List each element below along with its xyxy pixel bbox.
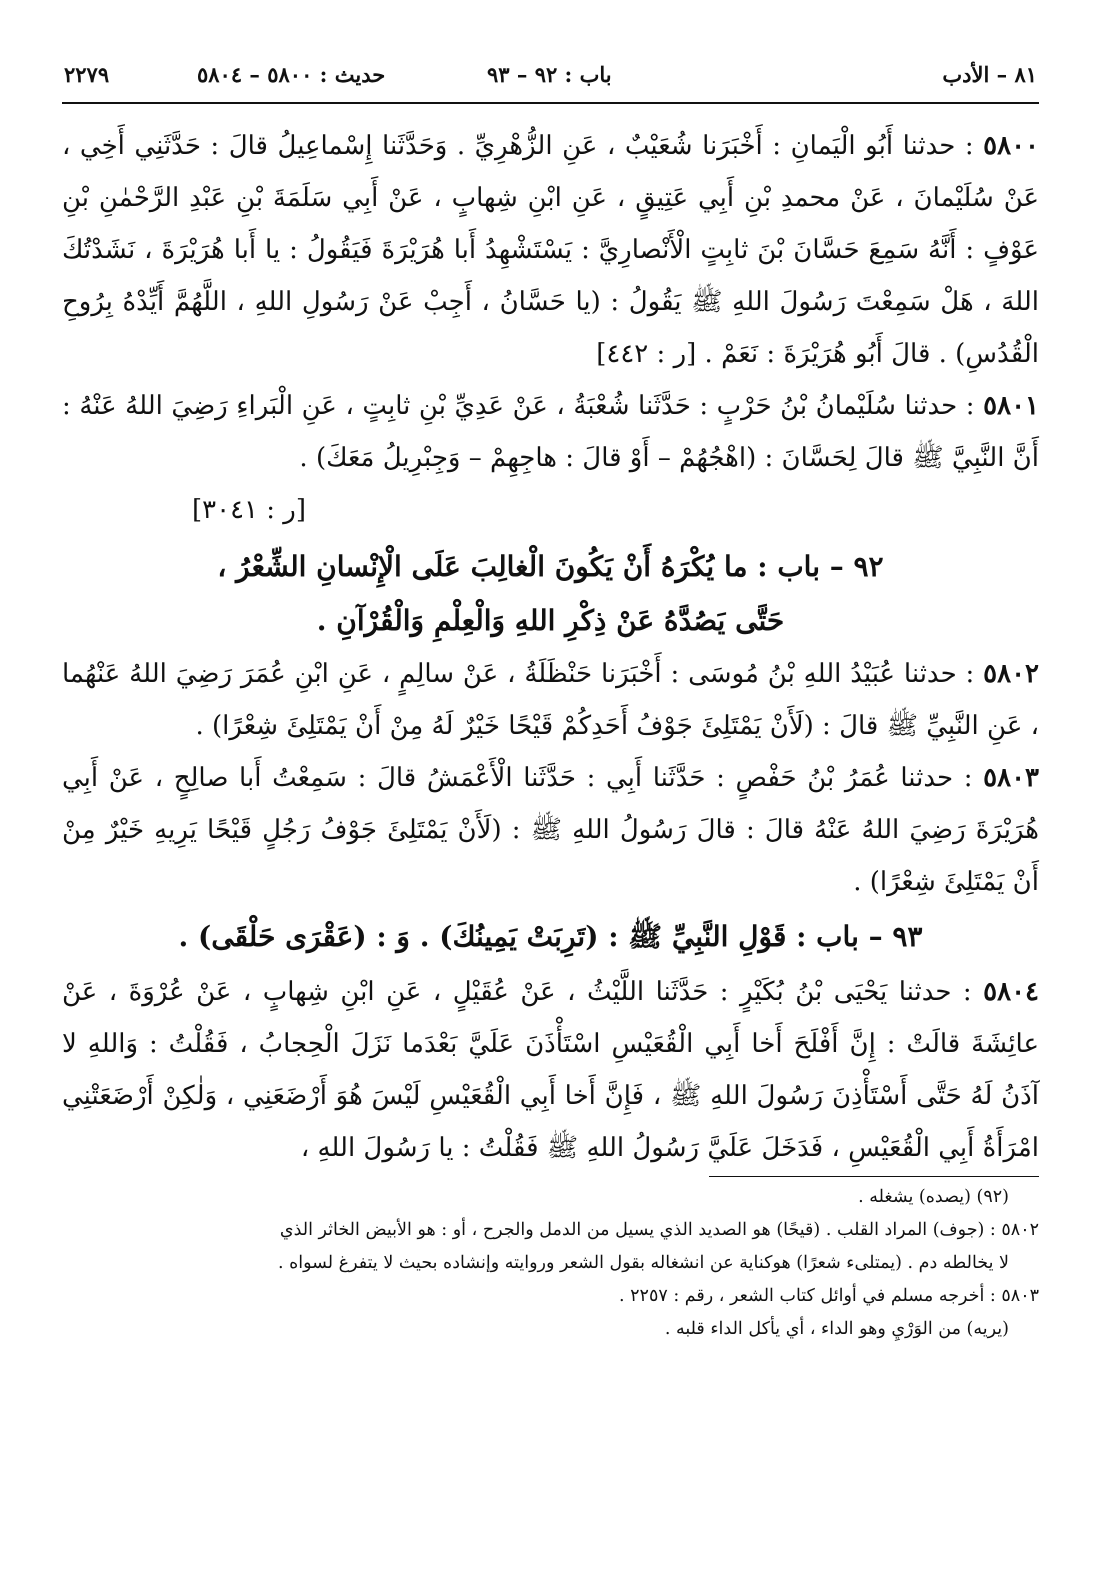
- hadith-text: : حدثنا أَبُو الْيَمانِ : أَخْبَرَنا شُعَيْبٌ ، عَنِ الزُّهْرِيِّ . وَحَدَّثَنا إِسْماعِيلُ قالَ : حَدَّثَنِي أَخِي ، عَنْ سُلَيْمانَ ، عَنْ محمدِ بْنِ أَبِي عَتِيقٍ ، عَنِ ابْنِ شِهابٍ ، عَنْ أَبِي سَلَمَةَ بْنِ عَبْدِ الرَّحْمٰنِ بْنِ عَوْفٍ : أَنَّهُ سَمِعَ حَسَّانَ بْنَ ثابِتٍ الْأَنْصارِيَّ : يَسْتَشْهِدُ أَبا هُرَيْرَةَ فَيَقُولُ : يا أَبا هُرَيْرَةَ ، نَشَدْتُكَ اللهَ ، هَلْ سَمِعْتَ رَسُولَ اللهِ ﷺ يَقُولُ : (يا حَسَّانُ ، أَجِبْ عَنْ رَسُولِ اللهِ ، اللَّهُمَّ أَيِّدْهُ بِرُوحِ الْقُدُسِ) . قالَ أَبُو هُرَيْرَةَ : نَعَمْ .: [62, 131, 1039, 369]
- book-title: ٨١ – الأدب: [942, 62, 1037, 87]
- chapter-heading-92: [62, 540, 1039, 648]
- hadith-text: : حدثنا عُبَيْدُ اللهِ بْنُ مُوسَى : أَخْبَرَنا حَنْظَلَةُ ، عَنْ سالِمٍ ، عَنِ ابْنِ عُمَرَ رَضِيَ اللهُ عَنْهُما ، عَنِ النَّبِيِّ ﷺ قالَ : (لَأَنْ يَمْتَلِئَ جَوْفُ أَحَدِكُمْ قَيْحًا خَيْرٌ لَهُ مِنْ أَنْ يَمْتَلِئَ شِعْرًا) .: [62, 659, 1039, 741]
- chapter-heading-line: حَتَّى يَصُدَّهُ عَنْ ذِكْرِ اللهِ وَالْعِلْمِ وَالْقُرْآنِ .: [316, 604, 785, 637]
- hadith-5800: [62, 120, 1039, 380]
- hadith-number: ٥٨٠٤: [983, 977, 1039, 1007]
- page-number: ٢٢٧٩: [64, 62, 110, 87]
- cross-reference: [ر : ٣٠٤١]: [192, 495, 307, 525]
- footnotes: [62, 1181, 1039, 1346]
- hadith-text: : حدثنا عُمَرُ بْنُ حَفْصٍ : حَدَّثَنا أَبِي : حَدَّثَنا الْأَعْمَشُ قالَ : سَمِعْتُ أَبا صالِحٍ ، عَنْ أَبِي هُرَيْرَةَ رَضِيَ اللهُ عَنْهُ قالَ : قالَ رَسُولُ اللهِ ﷺ : (لَأَنْ يَمْتَلِئَ جَوْفُ رَجُلٍ قَيْحًا يَرِيهِ خَيْرٌ مِنْ أَنْ يَمْتَلِئَ شِعْرًا) .: [62, 763, 1039, 897]
- footnote: (يريه) من الوَرْيِ وهو الداء ، أي يأكل الداء قلبه .: [664, 1319, 1009, 1339]
- hadith-5802: [62, 648, 1039, 752]
- hadith-text: : حدثنا سُلَيْمانُ بْنُ حَرْبٍ : حَدَّثَنا شُعْبَةُ ، عَنْ عَدِيِّ بْنِ ثابِتٍ ، عَنِ الْبَراءِ رَضِيَ اللهُ عَنْهُ : أَنَّ النَّبِيَّ ﷺ قالَ لِحَسَّانَ : (اهْجُهُمْ – أَوْ قالَ : هاجِهِمْ – وَجِبْرِيلُ مَعَكَ) .: [62, 391, 1039, 473]
- hadith-number: ٥٨٠٢: [983, 659, 1039, 689]
- bab-range: باب : ٩٢ – ٩٣: [487, 62, 612, 87]
- footnote: (٩٢) (يصده) يشغله .: [858, 1187, 1009, 1207]
- cross-reference: [ر : ٤٤٢]: [596, 339, 697, 369]
- footnote: ٥٨٠٣ : أخرجه مسلم في أوائل كتاب الشعر ، رقم : ٢٢٥٧ .: [619, 1286, 1039, 1306]
- main-text: [62, 120, 1039, 1346]
- hadith-5801: [62, 380, 1039, 484]
- hadith-text: : حدثنا يَحْيَى بْنُ بُكَيْرٍ : حَدَّثَنا اللَّيْثُ ، عَنْ عُقَيْلٍ ، عَنِ ابْنِ شِهابٍ ، عَنْ عُرْوَةَ ، عَنْ عائِشَةَ قالَتْ : إِنَّ أَفْلَحَ أَخا أَبِي الْقُعَيْسِ اسْتَأْذَنَ عَلَيَّ بَعْدَما نَزَلَ الْحِجابُ ، فَقُلْتُ : وَاللهِ لا آذَنُ لَهُ حَتَّى أَسْتَأْذِنَ رَسُولَ اللهِ ﷺ ، فَإِنَّ أَخا أَبِي الْقُعَيْسِ لَيْسَ هُوَ أَرْضَعَنِي ، وَلٰكِنْ أَرْضَعَتْنِي امْرَأَةُ أَبِي الْقُعَيْسِ ، فَدَخَلَ عَلَيَّ رَسُولُ اللهِ ﷺ فَقُلْتُ : يا رَسُولَ اللهِ ،: [62, 977, 1039, 1163]
- chapter-heading-line: ٩٢ – باب : ما يُكْرَهُ أَنْ يَكُونَ الْغالِبَ عَلَى الْإِنْسانِ الشِّعْرُ ،: [217, 550, 884, 583]
- footnote: ٥٨٠٢ : (جوف) المراد القلب . (قيحًا) هو الصديد الذي يسيل من الدمل والجرح ، أو : هو الأبيض الخاثر الذي: [279, 1220, 1039, 1240]
- hadith-number: ٥٨٠٣: [983, 763, 1040, 793]
- hadith-5803: [62, 752, 1039, 908]
- hadith-range: حديث : ٥٨٠٠ – ٥٨٠٤: [197, 62, 386, 87]
- footnote-divider: [709, 1176, 1039, 1177]
- hadith-number: ٥٨٠١: [983, 391, 1039, 421]
- chapter-heading-93: ٩٣ – باب : قَوْلِ النَّبِيِّ ﷺ : (تَرِبَتْ يَمِينُكَ) . وَ : (عَقْرَى حَلْقَى) .: [178, 920, 923, 953]
- running-header: [62, 52, 1039, 104]
- footnote: لا يخالطه دم . (يمتلىء شعرًا) هوكناية عن انشغاله بقول الشعر وروايته وإنشاده بحيث لا يتفرغ لسواه .: [277, 1253, 1009, 1273]
- hadith-number: ٥٨٠٠: [983, 131, 1040, 161]
- hadith-5804: [62, 966, 1039, 1174]
